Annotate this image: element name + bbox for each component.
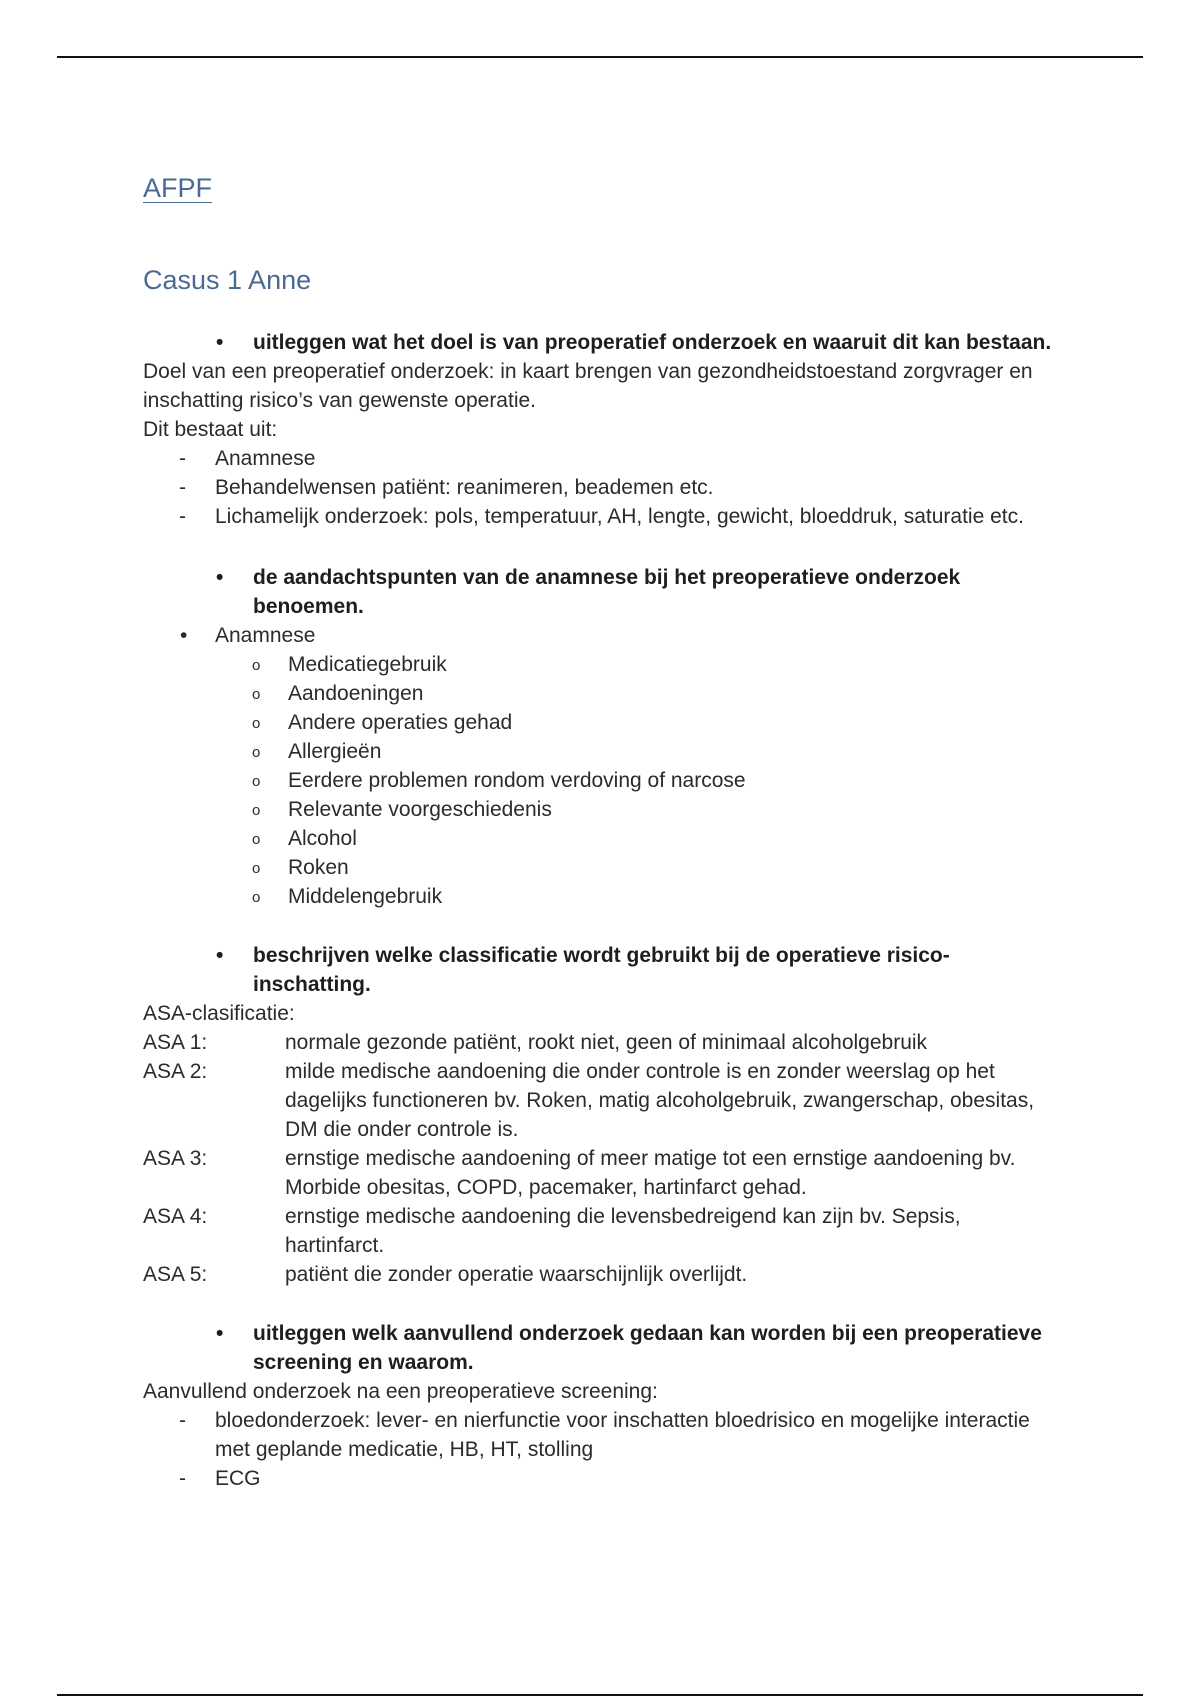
asa-row: ASA 3: ernstige medische aandoening of meer matige tot een ernstige aandoening bv. Morbide obesitas, COPD, pacemaker, hartinfarct gehad. xyxy=(143,1147,1016,1199)
section-heading: • uitleggen wat het doel is van preoperatief onderzoek en waaruit dit kan bestaan. xyxy=(143,328,1063,357)
paragraph: Aanvullend onderzoek na een preoperatieve screening: xyxy=(143,1380,658,1403)
bullet-icon: • xyxy=(216,1322,224,1345)
paragraph: ASA-clasificatie: xyxy=(143,1002,295,1025)
case-heading: Casus 1 Anne xyxy=(143,265,312,295)
list-item: o Eerdere problemen rondom verdoving of narcose xyxy=(252,769,746,792)
asa-row: ASA 1: normale gezonde patiënt, rookt niet, geen of minimaal alcoholgebruik xyxy=(143,1031,928,1054)
list-item: o Alcohol xyxy=(252,827,357,850)
list-item: - bloedonderzoek: lever- en nierfunctie voor inschatten bloedrisico en mogelijke interactie met geplande medicatie, HB, HT, stolling xyxy=(179,1409,1030,1461)
section-anamnesis-points xyxy=(143,563,1063,911)
paragraph: Dit bestaat uit: xyxy=(143,418,278,441)
list-item: - Lichamelijk onderzoek: pols, temperatuur, AH, lengte, gewicht, bloeddruk, saturatie etc. xyxy=(179,505,1024,528)
paragraph: Doel van een preoperatief onderzoek: in kaart brengen van gezondheidstoestand zorgvrager en inschatting risico’s van gewenste operatie. xyxy=(143,360,1033,412)
list-item: o Relevante voorgeschiedenis xyxy=(252,798,552,821)
list-item: - ECG xyxy=(179,1467,261,1490)
bullet-icon: • xyxy=(216,331,224,354)
list-item: - Anamnese xyxy=(179,447,316,470)
list-item: o Aandoeningen xyxy=(252,682,424,705)
asa-row: ASA 5: patiënt die zonder operatie waarschijnlijk overlijdt. xyxy=(143,1263,748,1286)
section-additional-research xyxy=(143,1319,1063,1493)
header-rule xyxy=(57,56,1143,58)
footer-rule xyxy=(57,1694,1143,1696)
list-item: o Roken xyxy=(252,856,349,879)
section-asa-classification xyxy=(143,941,1063,1289)
list-item: o Middelengebruik xyxy=(252,885,443,908)
dash-list xyxy=(143,444,1063,531)
sub-list xyxy=(143,650,1063,911)
asa-row: ASA 4: ernstige medische aandoening die levensbedreigend kan zijn bv. Sepsis, hartinfarct. xyxy=(143,1205,961,1257)
asa-row: ASA 2: milde medische aandoening die onder controle is en zonder weerslag op het dagelijks functioneren bv. Roken, matig alcoholgebruik, zwangerschap, obesitas, DM die onder controle is. xyxy=(143,1060,1035,1141)
list-item: - Behandelwensen patiënt: reanimeren, beademen etc. xyxy=(179,476,714,499)
list-item: • Anamnese xyxy=(180,624,316,647)
bullet-icon: • xyxy=(216,944,224,967)
dash-list xyxy=(143,1406,1063,1493)
document-body xyxy=(143,168,1063,1493)
section-heading: • beschrijven welke classificatie wordt gebruikt bij de operatieve risico-inschatting. xyxy=(143,941,1063,999)
list-item: o Medicatiegebruik xyxy=(252,653,447,676)
list-item: o Andere operaties gehad xyxy=(252,711,513,734)
section-heading: • uitleggen welk aanvullend onderzoek gedaan kan worden bij een preoperatieve screening en waarom. xyxy=(143,1319,1063,1377)
list-item: o Allergieën xyxy=(252,740,382,763)
section-preoperative-goal xyxy=(143,328,1063,531)
bullet-list xyxy=(143,621,1063,650)
section-heading: • de aandachtspunten van de anamnese bij het preoperatieve onderzoek benoemen. xyxy=(143,563,1063,621)
document-title: AFPF xyxy=(143,173,213,203)
bullet-icon: • xyxy=(216,566,224,589)
